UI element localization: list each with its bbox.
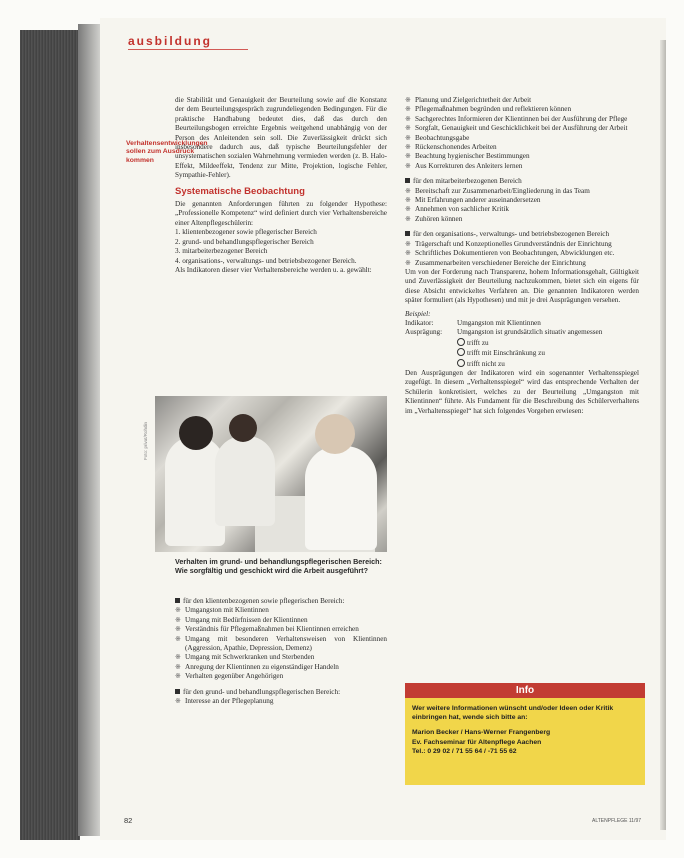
square-bullet-icon — [405, 231, 410, 236]
list-item: ※ Planung und Zielgerichtetheit der Arbeit — [405, 96, 532, 104]
bullet-icon: ※ — [405, 152, 411, 161]
list-item: ※ Schriftliches Dokumentieren von Beobachtungen, Abwicklungen etc. — [405, 249, 615, 258]
list-item: ※ Sachgerechtes Informieren der Klientinnen bei der Ausführung der Pflege — [405, 114, 628, 123]
list-item: ※ Umgangston mit Klientinnen — [175, 606, 269, 615]
bullet-icon: ※ — [175, 697, 181, 706]
left-lower-column — [175, 597, 387, 706]
group-title: für den klientenbezogenen sowie pflegerischen Bereich: — [175, 597, 387, 606]
example-option: trifft nicht zu — [405, 359, 639, 369]
header-rule — [128, 49, 248, 50]
list-item: ※ Beachtung hygienischer Bestimmungen — [405, 152, 530, 161]
list-item: ※ Rückenschonendes Arbeiten — [405, 143, 497, 152]
journal-footer: ALTENPFLEGE 11/97 — [592, 818, 642, 824]
list-item: ※ Anregung der Klientinnen zu eigenständiger Handeln — [175, 662, 339, 671]
square-bullet-icon — [405, 178, 410, 183]
group-title: für den organisations-, verwaltungs- und betriebsbezogenen Bereich — [405, 230, 639, 239]
list-item: ※ Zuhören können — [405, 214, 463, 223]
bullet-icon: ※ — [405, 196, 411, 205]
bullet-icon: ※ — [175, 653, 181, 662]
bullet-icon: ※ — [405, 205, 411, 214]
right-column — [405, 96, 639, 416]
right-para-end: Den Ausprägungen der Indikatoren wird ein sogenannter Verhaltensspiegel zugefügt. In diesem „Verhaltensspiegel“ wird das entsprechende Verhalten der Schülerin konkretisiert, welches zu der Beurteilung „Umgangston mit Klientinnen“ führte. Als Fundament für die Beschreibung des Schülerverhaltens im „Verhaltensspiegel“ hat sich folgendes Vorgehen erwiesen: — [405, 368, 639, 415]
example-row — [405, 328, 639, 337]
left-para3: Als Indikatoren dieser vier Verhaltensbereiche werden u. a. gewählt: — [175, 265, 372, 274]
example-value: Umgangston mit Klientinnen — [457, 318, 541, 327]
bullet-icon: ※ — [405, 105, 411, 114]
numbered-item: 1. klientenbezogener sowie pflegerischer Bereich — [175, 228, 317, 237]
indicator-list — [175, 606, 387, 681]
group-title: für den mitarbeiterbezogenen Bereich — [405, 177, 639, 186]
bullet-icon: ※ — [405, 161, 411, 170]
bullet-icon: ※ — [175, 672, 181, 681]
numbered-list — [175, 228, 387, 266]
right-para: Um von der Forderung nach Transparenz, hohem Informationsgehalt, Gültigkeit und Zuverlässigkeit der Beurteilung nachzukommen, bietet sich ein eigens für diese Absicht entwickeltes Verfahren an. Die genannten Indikatoren werden später formuliert (als Hypothesen) und mit je drei Ausprägungen versehen. — [405, 267, 639, 305]
list-item: ※ Umgang mit Bedürfnissen der Klientinnen — [175, 615, 308, 624]
square-bullet-icon — [175, 598, 180, 603]
left-intro: die Stabilität und Genauigkeit der Beurteilung sowie auf die Konstanz der dem Beurteilungsgespräch zugrundeliegenden Bedingungen. Für die praktische Handhabung bedeutet dies, daß das durch den Beurteilungsbogen erreichte Ergebnis weitgehend unabhängig von der Person des Anleitenden sein soll. Die Zuverlässigkeit drückt sich insbesondere dadurch aus, daß typische Beurteilungsfehler der unsystematischen sozialen Wahrnehmung vermieden werden (z. B. Halo-Effekt, Mildeeffekt, Tendenz zur Mitte, Projektion, logische Fehler, Sympathie-Fehler). — [175, 96, 387, 180]
numbered-item: 3. mitarbeiterbezogener Bereich — [175, 247, 268, 256]
list-item: ※ Aus Korrekturen des Anleiters lernen — [405, 161, 523, 170]
bullet-icon: ※ — [405, 133, 411, 142]
indicator-list — [405, 96, 639, 171]
list-item: ※ Sorgfalt, Genauigkeit und Geschicklichkeit bei der Ausführung der Arbeit — [405, 124, 628, 133]
photo-person-body — [215, 436, 275, 526]
info-contact-org: Ev. Fachseminar für Altenpflege Aachen — [412, 738, 542, 746]
example-key: Ausprägung: — [405, 328, 443, 337]
indicator-list — [405, 187, 639, 225]
indicator-list — [405, 240, 639, 268]
page-right-edge — [660, 40, 666, 830]
bullet-icon: ※ — [405, 124, 411, 133]
radio-circle-icon — [457, 338, 465, 346]
list-item: ※ Umgang mit Schwerkranken und Sterbenden — [175, 653, 315, 662]
photo-person-head — [229, 414, 257, 442]
example-key: Indikator: — [405, 318, 434, 327]
info-text: Wer weitere Informationen wünscht und/oder Ideen oder Kritik einbringen hat, wende sich bitte an: — [412, 705, 614, 722]
photo — [155, 396, 387, 552]
list-item: ※ Beobachtungsgabe — [405, 133, 470, 142]
photo-caption: Verhalten im grund- und behandlungspflegerischen Bereich: Wie sorgfältig und geschickt wird die Arbeit ausgeführt? — [175, 557, 382, 575]
list-item: ※ Verständnis für Pflegemaßnahmen bei Klientinnen erreichen — [175, 625, 359, 634]
book-gutter-shadow — [78, 24, 102, 836]
example-value: Umgangston ist grundsätzlich situativ angemessen — [457, 328, 603, 337]
margin-note: Verhaltensentwicklungen sollen zum Ausdruck kommen — [126, 140, 208, 164]
bullet-icon: ※ — [175, 662, 181, 671]
bullet-icon: ※ — [175, 634, 181, 643]
section-header: ausbildung — [128, 34, 212, 48]
bullet-icon: ※ — [405, 143, 411, 152]
photo-credit: Foto: privat/Rohdin — [143, 421, 148, 460]
group-title: für den grund- und behandlungspflegerischen Bereich: — [175, 688, 387, 697]
info-contact-phone: Tel.: 0 29 02 / 71 55 64 / -71 55 62 — [412, 747, 517, 755]
section-heading: Systematische Beobachtung — [175, 185, 305, 197]
photo-person-body — [305, 446, 377, 550]
example-label: Beispiel: — [405, 309, 431, 318]
radio-circle-icon — [457, 348, 465, 356]
bullet-icon: ※ — [175, 615, 181, 624]
info-contact-name: Marion Becker / Hans-Werner Frangenberg — [412, 729, 551, 737]
bullet-icon: ※ — [405, 239, 411, 248]
info-body — [412, 704, 640, 756]
bullet-icon: ※ — [405, 249, 411, 258]
bullet-icon: ※ — [405, 258, 411, 267]
bullet-icon: ※ — [175, 606, 181, 615]
list-item: ※ Interesse an der Pflegeplanung — [175, 697, 274, 706]
photo-person-head — [315, 414, 355, 454]
list-item: ※ Mit Erfahrungen anderer auseinandersetzen — [405, 196, 541, 205]
left-para2: Die genannten Anforderungen führten zu folgender Hypothese: „Professionelle Kompetenz“ wird definiert durch vier Verhaltensbereiche einer Altenpflegeschülerin: — [175, 200, 387, 227]
bullet-icon: ※ — [405, 114, 411, 123]
list-item: ※ Zusammenarbeiten verschiedener Bereiche der Einrichtung — [405, 258, 586, 267]
list-item: ※ Trägerschaft und Konzeptionelles Grundverständnis der Einrichtung — [405, 239, 612, 248]
example-row — [405, 319, 639, 328]
left-column — [175, 96, 387, 275]
square-bullet-icon — [175, 689, 180, 694]
example-block — [405, 310, 639, 369]
radio-circle-icon — [457, 359, 465, 367]
list-item: ※ Pflegemaßnahmen begründen und reflektieren können — [405, 105, 572, 114]
bullet-icon: ※ — [405, 96, 411, 104]
example-option: trifft zu — [405, 338, 639, 348]
list-item: ※ Verhalten gegenüber Angehörigen — [175, 672, 284, 681]
bullet-icon: ※ — [405, 214, 411, 223]
bullet-icon: ※ — [405, 186, 411, 195]
example-option: trifft mit Einschränkung zu — [405, 348, 639, 358]
page-number: 82 — [124, 816, 133, 825]
list-item: ※ Bereitschaft zur Zusammenarbeit/Eingliederung in das Team — [405, 186, 590, 195]
indicator-list — [175, 697, 387, 706]
numbered-item: 2. grund- und behandlungspflegerischer Bereich — [175, 237, 314, 246]
photo-person-head — [179, 416, 213, 450]
bullet-icon: ※ — [175, 625, 181, 634]
book-page-stack-edge — [20, 30, 80, 840]
info-title: Info — [405, 683, 645, 698]
numbered-item: 4. organisations-, verwaltungs- und betriebsbezogener Bereich. — [175, 256, 357, 265]
list-item: ※ Annehmen von sachlicher Kritik — [405, 205, 510, 214]
list-item: ※ Umgang mit besonderen Verhaltensweisen von Klientinnen (Aggression, Apathie, Depression, Demenz) — [175, 634, 387, 653]
